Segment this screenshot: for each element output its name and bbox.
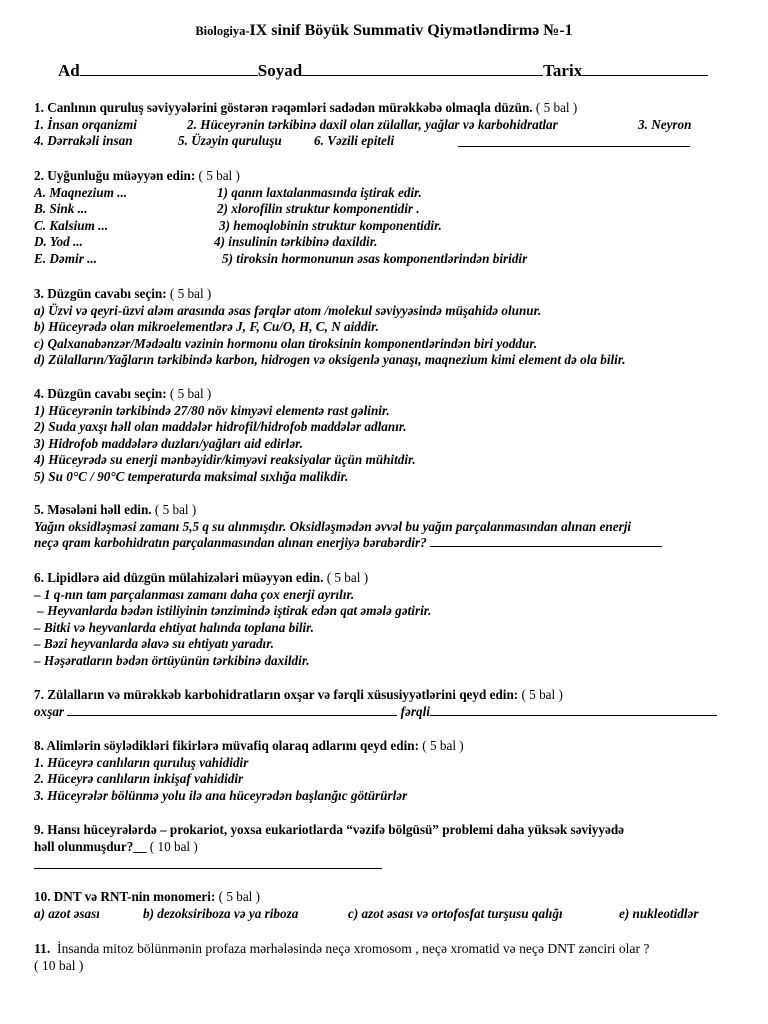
q1-options-line-2 xyxy=(34,133,744,150)
list-item: 1. Hüceyrə canlıların quruluş vahididir xyxy=(34,754,249,770)
table-row: E. Dəmir ... 5) tiroksin hormonunun əsas komponentlərindən biridir xyxy=(34,250,528,266)
question-7 xyxy=(34,687,744,720)
q10-options xyxy=(34,906,744,923)
name-field[interactable] xyxy=(80,61,258,76)
question-title: 5. Məsələni həll edin. ( 5 bal ) xyxy=(34,502,197,517)
option-b: b) dezoksiriboza və ya riboza xyxy=(143,905,299,921)
date-field[interactable] xyxy=(582,61,708,76)
question-number: 11. xyxy=(34,941,51,956)
list-item: 6. Vəzili epiteli xyxy=(314,133,395,149)
answer-blank[interactable] xyxy=(430,535,662,547)
question-6 xyxy=(34,570,744,670)
problem-text-line-1: Yağın oksidləşməsi zamanı 5,5 q su alınmışdır. Oksidləşmədən əvvəl bu yağın parçalanmasından alınan enerji xyxy=(34,518,632,534)
problem-text-line-2: neçə qram karbohidratın parçalanmasından alınan enerjiyə bərabərdir? xyxy=(34,535,744,552)
list-item: – Həşəratların bədən örtüyünün tərkibinə daxildir. xyxy=(34,652,310,668)
table-row: D. Yod ... 4) insulinin tərkibinə daxildir. xyxy=(34,234,378,250)
exam-title: IX sinif Böyük Summativ Qiymətləndirmə №-1 xyxy=(249,22,573,39)
question-1 xyxy=(34,100,744,150)
answer-blank[interactable] xyxy=(458,135,690,147)
table-row: B. Sink ... 2) xlorofilin struktur komponentidir . xyxy=(34,201,420,217)
similar-answer-blank[interactable] xyxy=(67,704,397,716)
list-item: 2) Suda yaxşı həll olan maddələr hidrofil/hidrofob maddələr adlanır. xyxy=(34,419,407,435)
student-info-row xyxy=(58,61,708,81)
question-title: 4. Düzgün cavabı seçin: ( 5 bal ) xyxy=(34,386,212,401)
table-row: C. Kalsium ... 3) hemoqlobinin struktur komponentidir. xyxy=(34,217,442,233)
list-item: 5. Üzəyin quruluşu xyxy=(178,133,282,149)
list-item: b) Hüceyrədə olan mikroelementlərə J, F, Cu/O, H, C, N aiddir. xyxy=(34,319,379,335)
question-title: 1. Canlının quruluş səviyyələrini göstərən rəqəmləri sadədən mürəkkəbə olmaqla düzün. ( 5 bal ) xyxy=(34,100,578,115)
list-item: 2. Hüceyrə canlıların inkişaf vahididir xyxy=(34,771,244,787)
list-item: 2. Hüceyrənin tərkibinə daxil olan zülallar, yağlar və karbohidratlar xyxy=(187,116,558,132)
question-title-line-1: 9. Hansı hüceyrələrdə – prokariot, yoxsa eukariotlarda “vəzifə bölgüsü” problemi daha yüksək səviyyədə xyxy=(34,822,625,837)
list-item: – Heyvanlarda bədən istiliyinin tənzimində iştirak edən qat əmələ gətirir. xyxy=(34,603,432,619)
option-a: a) azot əsası xyxy=(34,905,100,921)
different-label: fərqli xyxy=(400,703,430,719)
question-11 xyxy=(34,940,744,974)
question-title: 10. DNT və RNT-nin monomeri: ( 5 bal ) xyxy=(34,889,261,904)
question-title: 8. Alimlərin söylədikləri fikirlərə müvafiq olaraq adlarını qeyd edin: ( 5 bal ) xyxy=(34,738,464,753)
name-label: Ad xyxy=(58,61,80,80)
question-title: 6. Lipidlərə aid düzgün mülahizələri müəyyən edin. ( 5 bal ) xyxy=(34,570,369,585)
page-title xyxy=(0,22,768,40)
q1-options-line-1 xyxy=(34,117,744,134)
list-item: – Bitki və heyvanlarda ehtiyat halında toplana bilir. xyxy=(34,619,314,635)
list-item: 3) Hidrofob maddələrə duzları/yağları aid edirlər. xyxy=(34,435,303,451)
similar-label: oxşar xyxy=(34,703,65,719)
option-c: c) azot əsası və ortofosfat turşusu qalığı xyxy=(348,905,563,921)
option-e: e) nukleotidlər xyxy=(619,905,699,921)
list-item: – 1 q-nın tam parçalanması zamanı daha çox enerji ayrılır. xyxy=(34,586,355,602)
list-item: 3. Hüceyrələr bölünmə yolu ilə ana hüceyrədən başlanğıc götürürlər xyxy=(34,787,408,803)
question-5 xyxy=(34,502,744,552)
question-8 xyxy=(34,738,744,804)
q7-answer-row xyxy=(34,704,744,721)
question-9 xyxy=(34,822,744,873)
question-title: 7. Zülalların və mürəkkəb karbohidratların oxşar və fərqli xüsusiyyətlərini qeyd edin: ( 5 bal ) xyxy=(34,687,563,702)
question-title-line-2: həll olunmuşdur?__ ( 10 bal ) xyxy=(34,838,198,854)
list-item: a) Üzvi və qeyri-üzvi aləm arasında əsas fərqlər atom /molekul səviyyəsində müşahidə olunur. xyxy=(34,302,542,318)
table-row: A. Maqnezium ... 1) qanın laxtalanmasında iştirak edir. xyxy=(34,184,422,200)
date-label: Tarix xyxy=(543,61,583,80)
list-item: 1. İnsan orqanizmi xyxy=(34,116,137,132)
question-title: 3. Düzgün cavabı seçin: ( 5 bal ) xyxy=(34,286,212,301)
answer-blank[interactable] xyxy=(34,857,382,869)
different-answer-blank[interactable] xyxy=(430,704,717,716)
list-item: d) Zülalların/Yağların tərkibində karbon, hidrogen və oksigenlə yanaşı, maqnezium kimi element də ola bilir. xyxy=(34,352,626,368)
surname-label: Soyad xyxy=(257,61,303,80)
list-item: 1) Hüceyrənin tərkibində 27/80 növ kimyəvi elementə rast gəlinir. xyxy=(34,402,390,418)
question-4 xyxy=(34,386,744,486)
list-item: 4) Hüceyrədə su enerji mənbəyidir/kimyəvi reaksiyalar üçün mühitdir. xyxy=(34,452,416,468)
question-title: 11. İnsanda mitoz bölünmənin profaza mərhələsində neçə xromosom , neçə xromatid və neçə DNT zənciri olar ? xyxy=(34,941,650,956)
question-2 xyxy=(34,168,744,268)
list-item: c) Qalxanabənzər/Mədəaltı vəzinin hormonu olan tiroksinin komponentlərindən biri yoddur. xyxy=(34,335,538,351)
question-3 xyxy=(34,286,744,369)
list-item: 5) Su 0°C / 90°C temperaturda maksimal sıxlığa malikdir. xyxy=(34,468,349,484)
surname-field[interactable] xyxy=(302,61,543,76)
question-10 xyxy=(34,889,744,922)
list-item: 3. Neyron xyxy=(638,116,692,132)
question-points: ( 10 bal ) xyxy=(34,958,84,973)
subject-label: Biologiya- xyxy=(195,24,250,38)
list-item: – Bəzi heyvanlarda əlavə su ehtiyatı yaradır. xyxy=(34,636,274,652)
question-title: 2. Uyğunluğu müəyyən edin: ( 5 bal ) xyxy=(34,168,240,183)
list-item: 4. Dərrakəli insan xyxy=(34,133,133,149)
